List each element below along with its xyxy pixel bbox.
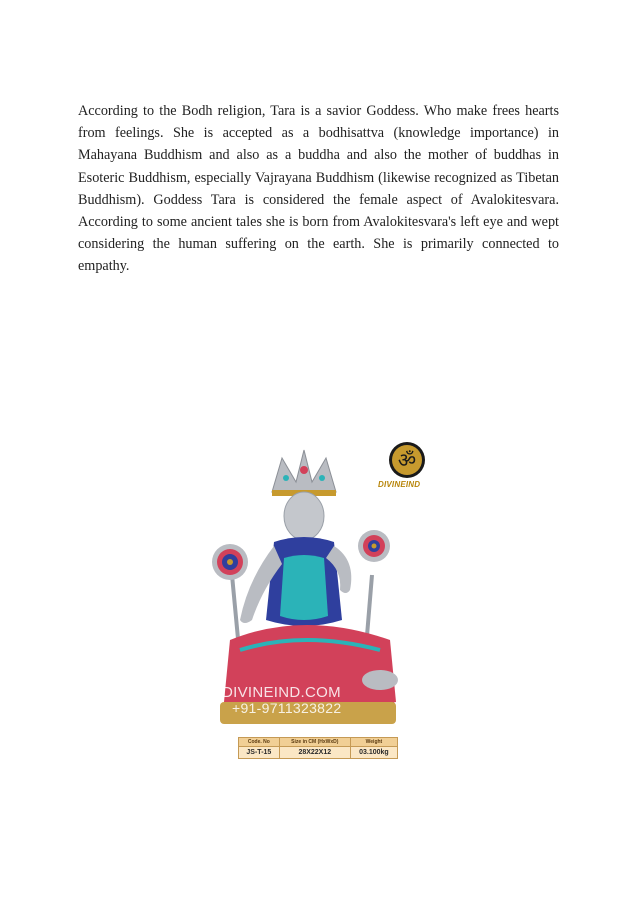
spec-table-row	[239, 747, 398, 759]
face	[284, 492, 324, 540]
watermark-site: DIVINEIND.COM	[222, 684, 341, 701]
spec-header-size: Size in CM (HxWxD)	[279, 738, 350, 747]
spec-code-value: JS-T-15	[239, 747, 280, 759]
spec-weight-value: 03.100kg	[350, 747, 397, 759]
svg-text:ॐ: ॐ	[397, 448, 417, 472]
logo-wordmark: DIVINEIND	[378, 480, 421, 489]
spec-header-weight: Weight	[350, 738, 397, 747]
spec-header-code: Code. No	[239, 738, 280, 747]
spec-size-value: 28X22X12	[279, 747, 350, 759]
tara-statue-figure	[200, 430, 430, 770]
crown	[272, 450, 336, 496]
watermark-phone: +91-9711323822	[232, 700, 342, 716]
spec-table	[238, 737, 398, 759]
om-logo-icon	[385, 440, 429, 480]
spec-table-header-row	[239, 738, 398, 747]
body-paragraph: According to the Bodh religion, Tara is a savior Goddess. Who make frees hearts from feelings. She is accepted as a bodhisattva (knowledge importance) in Mahayana Buddhism and also as a buddha and also the mother of buddhas in Esoteric Buddhism, especially Vajrayana Buddhism (likewise recognized as Tibetan Buddhism). Goddess Tara is considered the female aspect of Avalokitesvara. According to some ancient tales she is born from Avalokitesvara's left eye and wept considering the human suffering on the earth. She is primarily connected to empathy.	[78, 103, 559, 275]
